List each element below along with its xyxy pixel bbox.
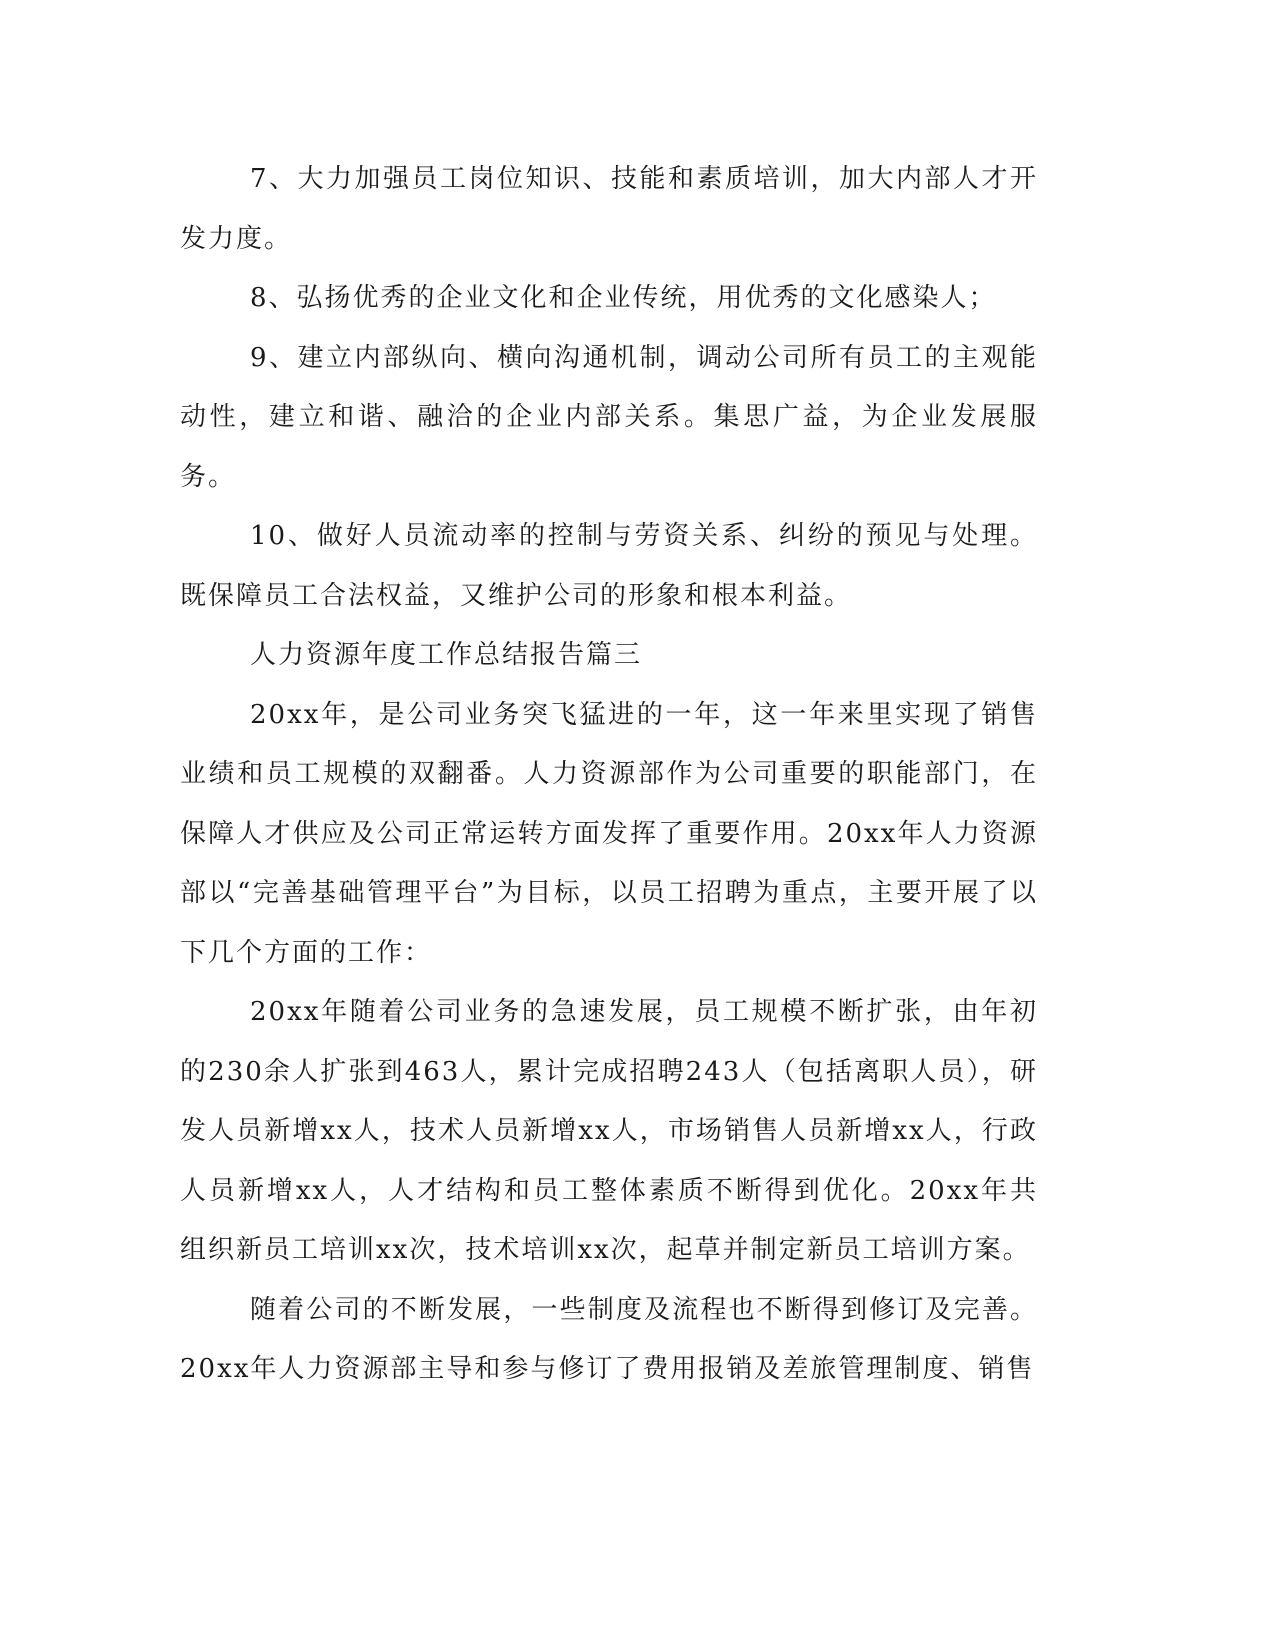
section-heading: 人力资源年度工作总结报告篇三 (250, 640, 643, 670)
paragraph-item-8: 8、弘扬优秀的企业文化和企业传统，用优秀的文化感染人； (250, 283, 997, 313)
paragraph-item-10: 10、做好人员流动率的控制与劳资关系、纠纷的预见与处理。既保障员工合法权益，又维护公司的形象和根本利益。 (180, 521, 1038, 611)
section-paragraph-recruitment: 20xx年随着公司业务的急速发展，员工规模不断扩张，由年初的230余人扩张到463人，累计完成招聘243人（包括离职人员），研发人员新增xx人，技术人员新增xx人，市场销售人员新增xx人，行政人员新增xx人，人才结构和员工整体素质不断得到优化。20xx年共组织新员工培训xx次，技术培训xx次，起草并制定新员工培训方案。 (180, 997, 1038, 1265)
paragraph-item-7: 7、大力加强员工岗位知识、技能和素质培训，加大内部人才开发力度。 (180, 164, 1038, 254)
document-body (180, 150, 1038, 1400)
section-paragraph-policies: 随着公司的不断发展，一些制度及流程也不断得到修订及完善。20xx年人力资源部主导和参与修订了费用报销及差旅管理制度、销售 (180, 1294, 1038, 1384)
paragraph-item-9: 9、建立内部纵向、横向沟通机制，调动公司所有员工的主观能动性，建立和谐、融洽的企业内部关系。集思广益，为企业发展服务。 (180, 342, 1038, 492)
section-paragraph-intro: 20xx年，是公司业务突飞猛进的一年，这一年来里实现了销售业绩和员工规模的双翻番。人力资源部作为公司重要的职能部门，在保障人才供应及公司正常运转方面发挥了重要作用。20xx年人力资源部以“完善基础管理平台”为目标，以员工招聘为重点，主要开展了以下几个方面的工作： (180, 699, 1038, 968)
